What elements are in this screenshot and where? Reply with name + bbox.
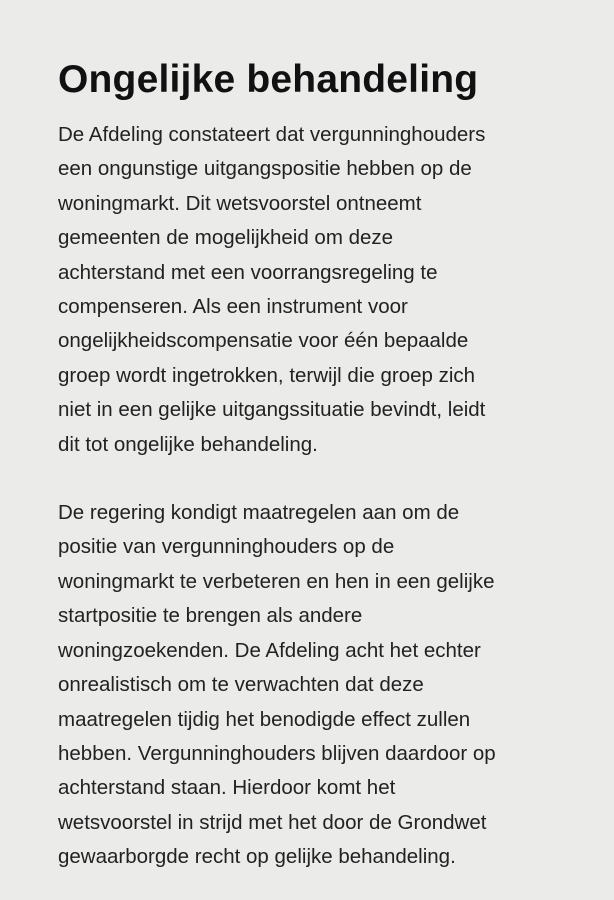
article-heading: Ongelijke behandeling: [58, 58, 479, 101]
paragraph-1: De Afdeling constateert dat vergunninghouders een ongunstige uitgangspositie hebben op de woningmarkt. Dit wetsvoorstel ontneemt gemeenten de mogelijkheid om deze achterstand met een voorrangsregeling te compenseren. Als een instrument voor ongelijkheidscompensatie voor één bepaalde groep wordt ingetrokken, terwijl die groep zich niet in een gelijke uitgangssituatie bevindt, leidt dit tot ongelijke behandeling.: [58, 123, 486, 456]
paragraph-2: De regering kondigt maatregelen aan om de positie van vergunninghouders op de woningmarkt te verbeteren en hen in een gelijke startpositie te brengen als andere woningzoekenden. De Afdeling acht het echter onrealistisch om te verwachten dat deze maatregelen tijdig het benodigde effect zullen hebben. Vergunninghouders blijven daardoor op achterstand staan. Hierdoor komt het wetsvoorstel in strijd met het door de Grondwet gewaarborgde recht op gelijke behandeling.: [58, 501, 496, 869]
